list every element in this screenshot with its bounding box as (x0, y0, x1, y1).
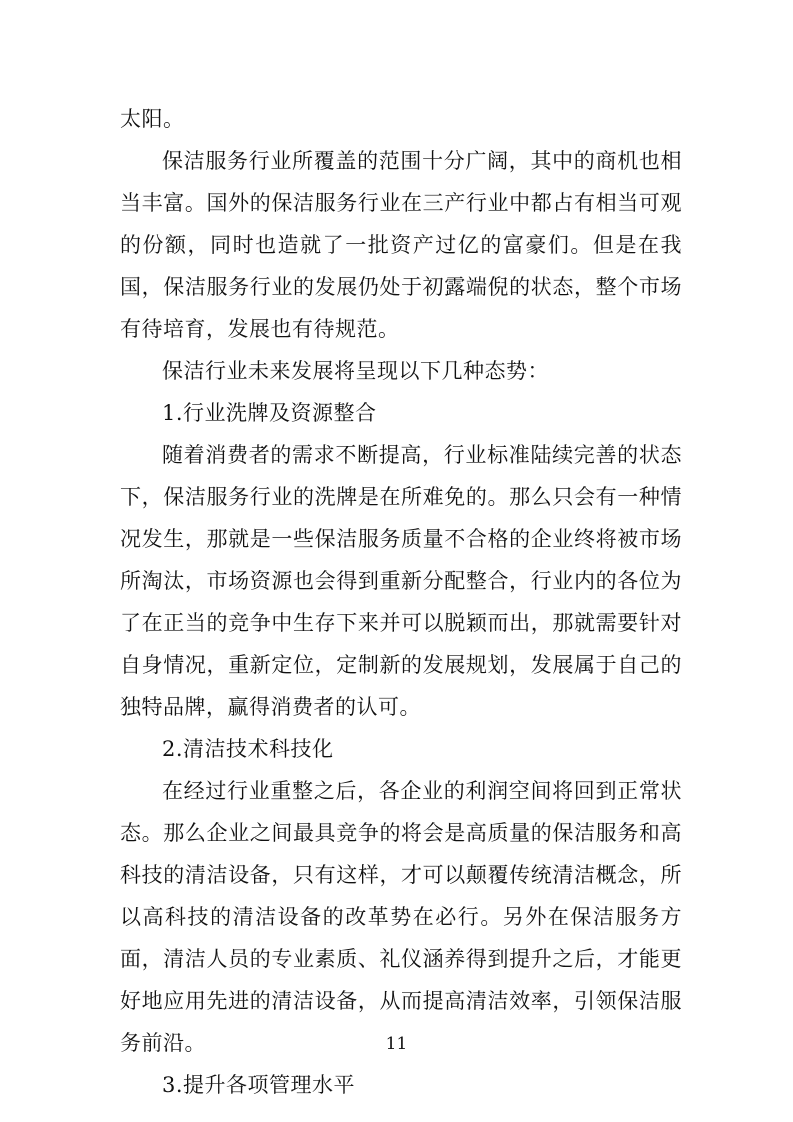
body-paragraph: 保洁行业未来发展将呈现以下几种态势： (162, 359, 549, 383)
section-heading: 1.行业洗牌及资源整合 (162, 401, 377, 425)
body-paragraph: 保洁服务行业所覆盖的范围十分广阔，其中的商机也相当丰富。国外的保洁服务行业在三产行业中都占有相当可观的份额，同时也造就了一批资产过亿的富豪们。但是在我国，保洁服务行业的发展仍处于初露端倪的状态，整个市场有待培育，发展也有待规范。 (120, 149, 682, 341)
body-paragraph: 随着消费者的需求不断提高，行业标准陆续完善的状态下，保洁服务行业的洗牌是在所难免的。那么只会有一种情况发生，那就是一些保洁服务质量不合格的企业终将被市场所淘汰，市场资源也会得到重新分配整合，行业内的各位为了在正当的竞争中生存下来并可以脱颖而出，那就需要针对自身情况，重新定位，定制新的发展规划，发展属于自己的独特品牌，赢得消费者的认可。 (120, 443, 682, 719)
body-paragraph: 太阳。 (120, 107, 185, 131)
body-paragraph: 在经过行业重整之后，各企业的利润空间将回到正常状态。那么企业之间最具竞争的将会是高质量的保洁服务和高科技的清洁设备，只有这样，才可以颠覆传统清洁概念，所以高科技的清洁设备的改革势在必行。另外在保洁服务方面，清洁人员的专业素质、礼仪涵养得到提升之后，才能更好地应用先进的清洁设备，从而提高清洁效率，引领保洁服务前沿。 (120, 779, 682, 1055)
section-heading: 3.提升各项管理水平 (162, 1073, 356, 1097)
page-number: 11 (385, 1034, 408, 1054)
page-body (120, 98, 682, 1106)
section-heading: 2.清洁技术科技化 (162, 737, 334, 761)
